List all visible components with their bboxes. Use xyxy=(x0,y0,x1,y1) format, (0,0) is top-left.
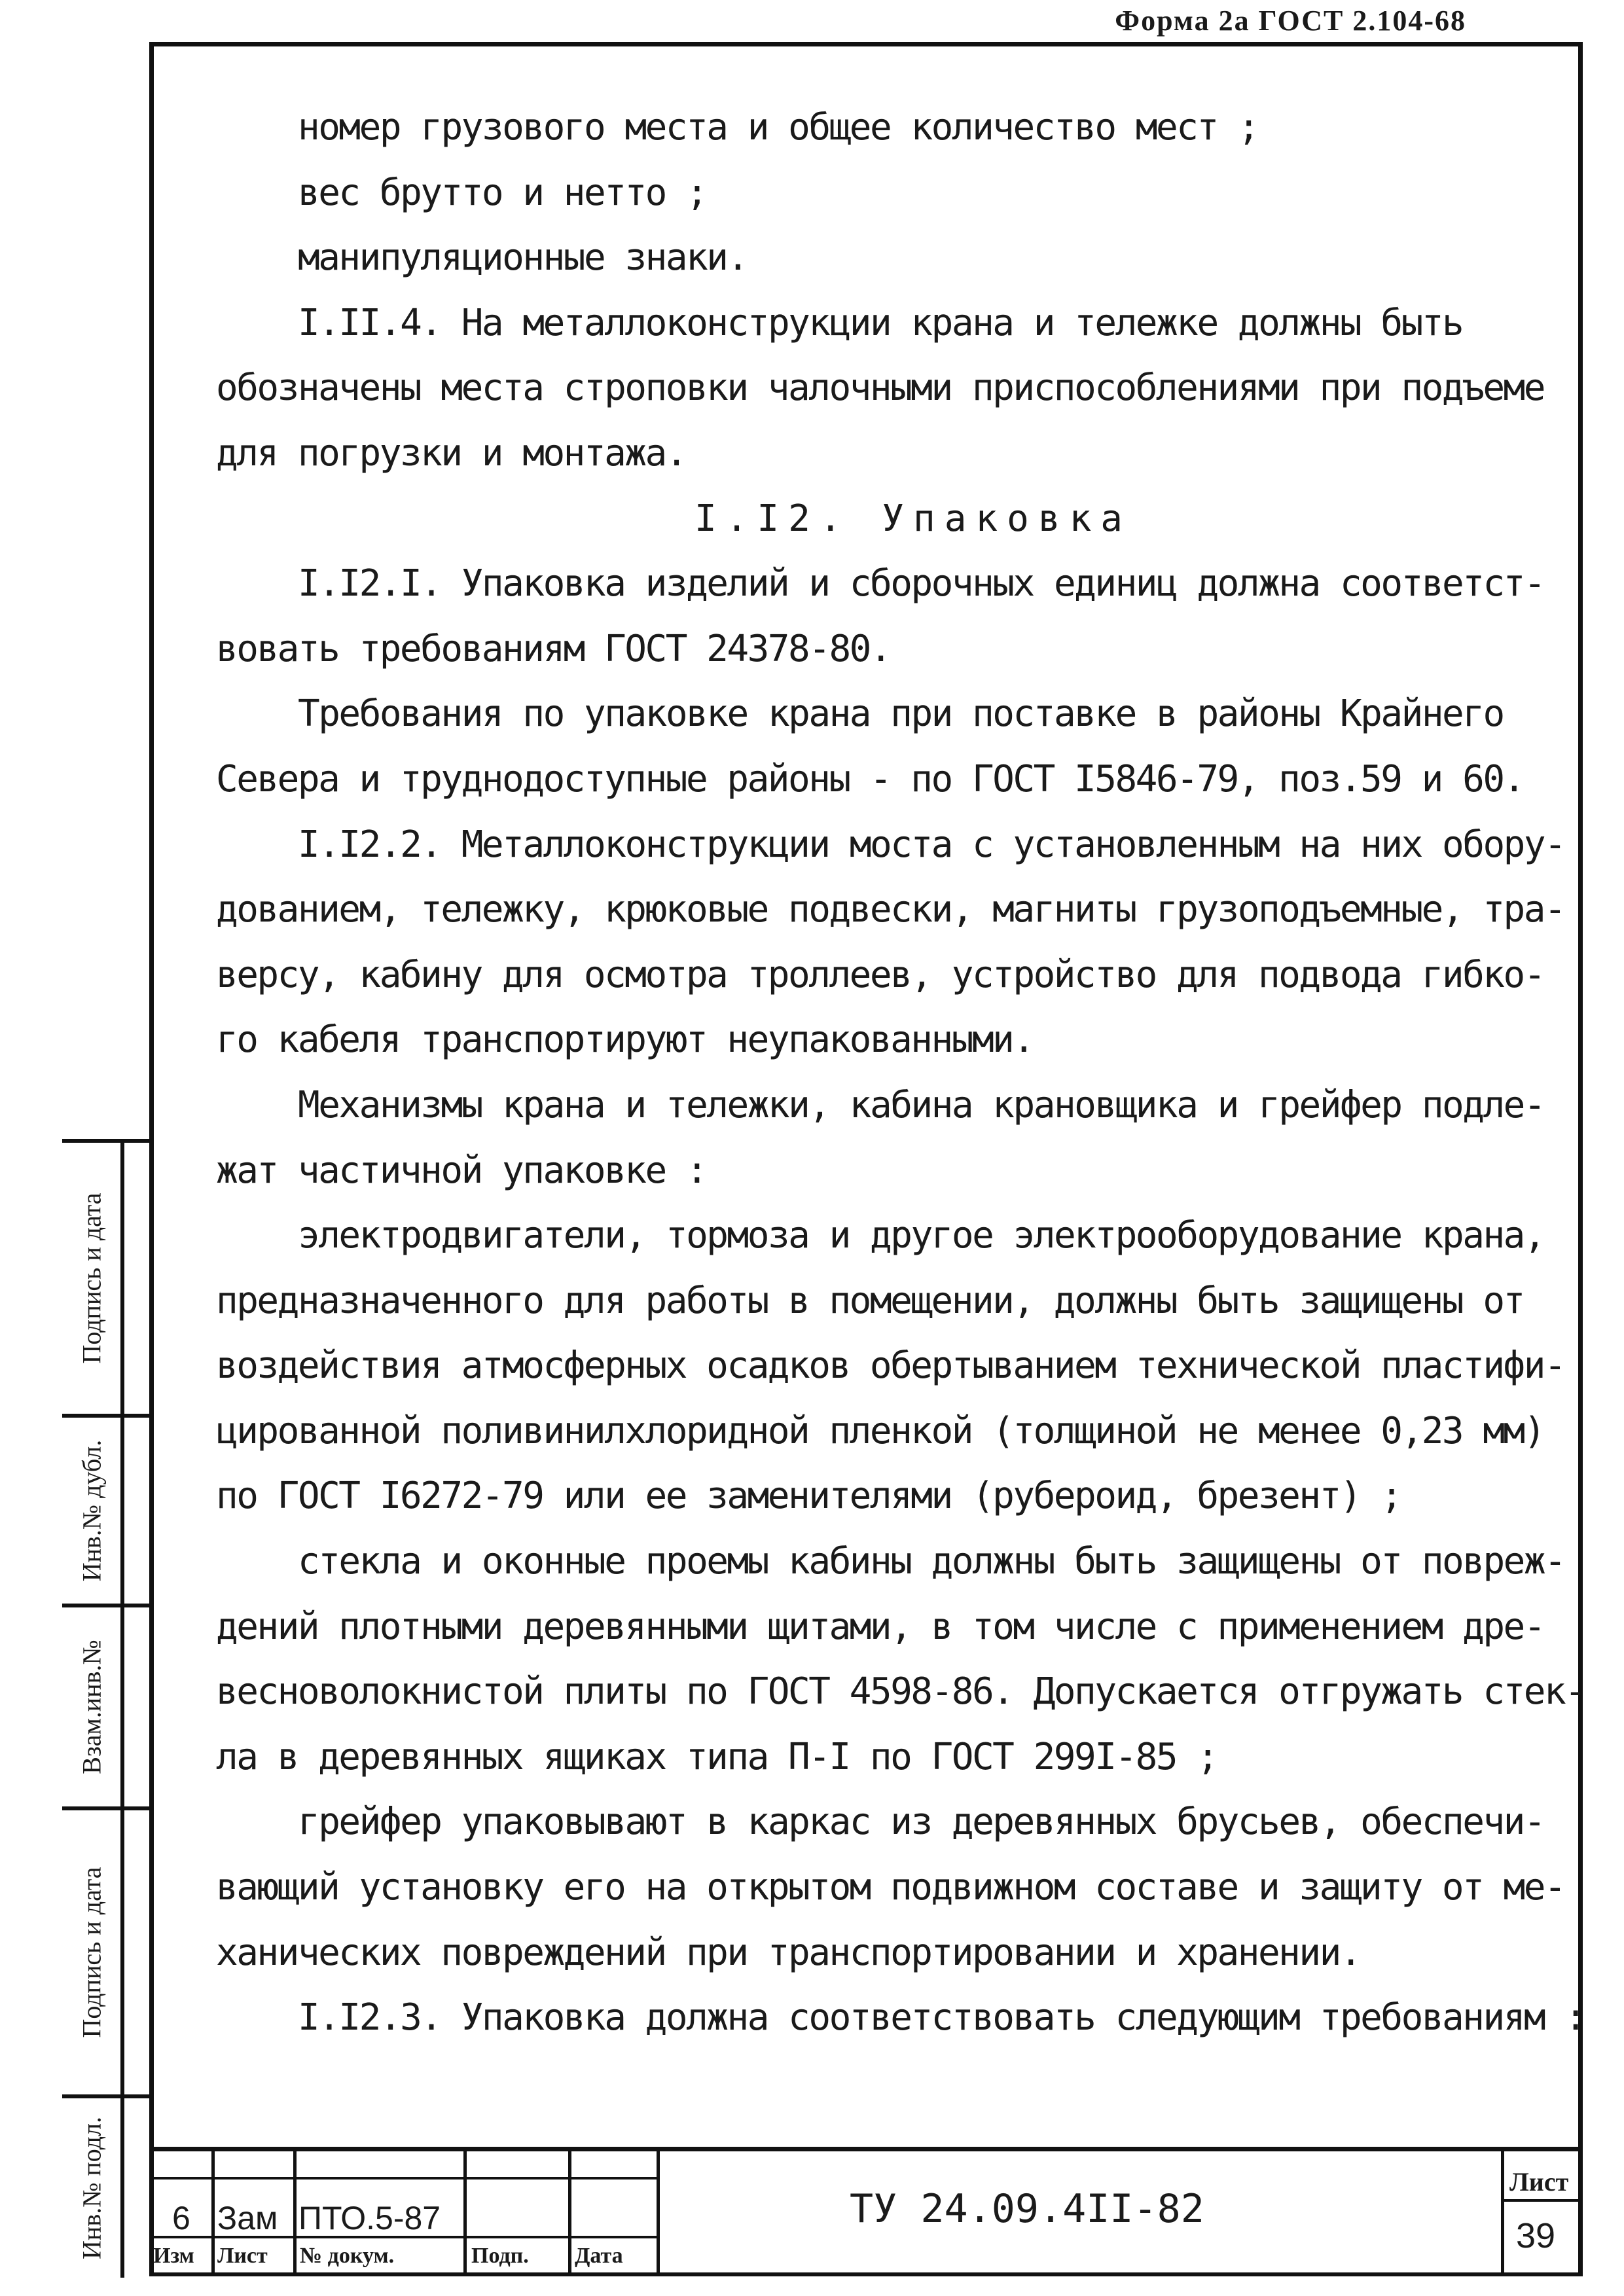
tb-label-date: Дата xyxy=(575,2244,623,2268)
text-line: I.I2.2. Металлоконструкции моста с установленным на них обору- xyxy=(298,823,1565,866)
stamp-dup-inv-label: Инв.№ дубл. xyxy=(77,1439,106,1582)
tb-label-sign: Подп. xyxy=(471,2244,529,2268)
text-line: цированной поливинилхлоридной пленкой (толщиной не менее 0,23 мм) xyxy=(216,1409,1544,1452)
text-line: вес брутто и нетто ; xyxy=(298,171,707,214)
stamp-orig-inv xyxy=(62,2098,124,2278)
tb-line xyxy=(149,2147,1583,2151)
tb-label-list: Лист xyxy=(217,2244,268,2268)
stamp-orig-inv-label: Инв.№ подл. xyxy=(77,2117,106,2259)
tb-label-izm: Изм xyxy=(153,2244,194,2268)
text-line: обозначены места строповки чалочными приспособлениями при подъеме xyxy=(216,367,1544,410)
text-line: номер грузового места и общее количество мест ; xyxy=(298,106,1259,149)
text-line: грейфер упаковывают в каркас из деревянных брусьев, обеспечи- xyxy=(298,1801,1545,1844)
text-line: I.I2.I. Упаковка изделий и сборочных единиц должна соответст- xyxy=(298,562,1545,605)
tb-sheet-label: Лист xyxy=(1509,2167,1569,2197)
text-line: весноволокнистой плиты по ГОСТ 4598-86. Допускается отгружать стек- xyxy=(216,1670,1585,1713)
form-label: Форма 2а ГОСТ 2.104-68 xyxy=(1115,5,1466,37)
stamp-sign-date-label: Подпись и дата xyxy=(77,1867,106,2038)
tb-doc-designation: ТУ 24.09.4II-82 xyxy=(850,2186,1204,2232)
tb-sheet-no: 39 xyxy=(1516,2216,1556,2255)
text-line: по ГОСТ I6272-79 или ее заменителями (рубероид, брезент) ; xyxy=(216,1475,1401,1518)
text-line: электродвигатели, тормоза и другое электрооборудование крана, xyxy=(298,1214,1545,1257)
tb-line xyxy=(211,2147,215,2276)
tb-label-doc: № докум. xyxy=(300,2244,395,2268)
title-block xyxy=(149,2147,1583,2278)
stamp-replace-inv xyxy=(62,1607,124,1806)
text-line: для погрузки и монтажа. xyxy=(216,431,686,475)
text-line: вающий установку его на открытом подвижном составе и защиту от ме- xyxy=(216,1866,1565,1909)
text-line: стекла и оконные проемы кабины должны быть защищены от повреж- xyxy=(298,1540,1565,1583)
text-line: дованием, тележку, крюковые подвески, магниты грузоподъемные, тра- xyxy=(216,888,1565,931)
stamp-sign-date xyxy=(62,1810,124,2094)
tb-change-no: 6 xyxy=(172,2200,190,2236)
tb-line xyxy=(1501,2147,1504,2276)
stamp-dup-inv xyxy=(62,1418,124,1604)
text-line: Севера и труднодоступные районы - по ГОСТ I5846-79, поз.59 и 60. xyxy=(216,757,1524,800)
tb-line xyxy=(1504,2199,1583,2202)
tb-line xyxy=(149,2177,660,2179)
text-line: вовать требованиям ГОСТ 24378-80. xyxy=(216,627,891,670)
text-line: манипуляционные знаки. xyxy=(298,236,748,279)
text-line: предназначенного для работы в помещении, должны быть защищены от xyxy=(216,1279,1524,1322)
tb-change-type: Зам xyxy=(217,2200,278,2236)
text-line: го кабеля транспортируют неупакованными. xyxy=(216,1018,1034,1062)
text-line: ла в деревянных ящиках типа П-I по ГОСТ 299I-85 ; xyxy=(216,1735,1218,1778)
text-line: дений плотными деревянными щитами, в том числе с применением дре- xyxy=(216,1605,1544,1648)
tb-doc-no: ПТО.5-87 xyxy=(298,2200,441,2236)
text-line: жат частичной упаковке : xyxy=(216,1149,707,1192)
text-line: Требования по упаковке крана при поставке в районы Крайнего xyxy=(298,692,1504,736)
body-text xyxy=(216,95,1585,2051)
text-line: I.I2.3. Упаковка должна соответствовать следующим требованиям : xyxy=(298,1996,1585,2039)
tb-line xyxy=(463,2147,467,2276)
text-line: Механизмы крана и тележки, кабина крановщика и грейфер подле- xyxy=(298,1083,1545,1126)
tb-line xyxy=(149,2272,1583,2276)
tb-line xyxy=(568,2147,571,2276)
text-line: воздействия атмосферных осадков обертыванием технической пластифи- xyxy=(216,1344,1565,1388)
stamp-ref-date-label: Подпись и дата xyxy=(77,1193,106,1364)
section-heading: I.I2. Упаковка xyxy=(694,497,1132,540)
text-line: I.II.4. На металлоконструкции крана и тележке должны быть xyxy=(298,301,1463,344)
stamp-ref-date xyxy=(62,1143,124,1414)
text-line: версу, кабину для осмотра троллеев, устройство для подвода гибко- xyxy=(216,953,1544,996)
tb-line xyxy=(657,2147,660,2276)
stamp-replace-inv-label: Взам.инв.№ xyxy=(77,1640,106,1774)
text-line: ханических повреждений при транспортировании и хранении. xyxy=(216,1931,1361,1974)
tb-line xyxy=(1578,2147,1583,2276)
tb-line xyxy=(293,2147,297,2276)
